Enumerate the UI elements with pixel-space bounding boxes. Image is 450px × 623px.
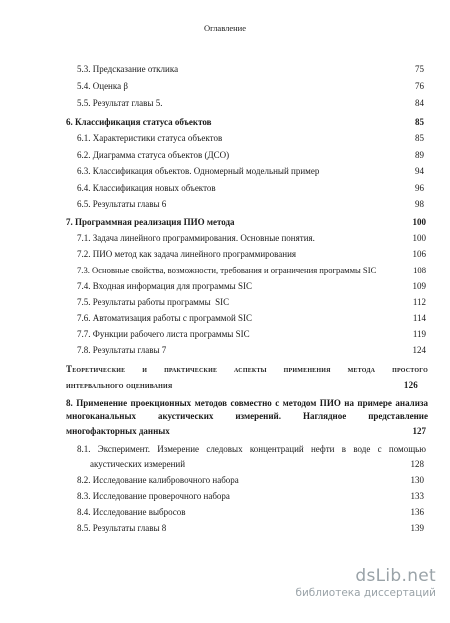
toc-entry-page: 109 [412, 281, 426, 291]
toc-entry-page: 85 [415, 133, 424, 143]
toc-chapter-8-cont: многоканальных акустических измерений. Наглядное представление [66, 411, 428, 421]
toc-entry-title: 7.5. Результаты работы программы SIC [77, 297, 230, 307]
toc-chapter-page: 85 [415, 117, 424, 127]
toc-entry-page: 89 [415, 150, 424, 160]
toc-entry-page: 75 [415, 64, 424, 74]
toc-entry-title: акустических измерений [90, 459, 186, 469]
toc-entry-page: 96 [415, 183, 424, 193]
toc-entry-title: 7.3. Основные свойства, возможности, требования и ограничения программы SIC [77, 265, 377, 275]
toc-entry-page: 106 [412, 249, 426, 259]
toc-entry-page: 98 [415, 199, 424, 209]
toc-entry-title: 6.4. Классификация новых объектов [77, 183, 216, 193]
toc-entry-page: 100 [412, 233, 426, 243]
toc-entry-page: 130 [410, 475, 424, 485]
toc-entry-page: 124 [412, 345, 426, 355]
toc-entry-page: 114 [412, 313, 426, 323]
toc-entry-title: 5.4. Оценка β [77, 81, 128, 91]
toc-entry-page: 133 [410, 491, 424, 501]
toc-entry-title: 7.2. ПИО метод как задача линейного программирования [77, 249, 297, 259]
toc-entry-page: 119 [412, 329, 426, 339]
toc-entry-title: 6.3. Классификация объектов. Одномерный модельный пример [77, 166, 320, 176]
toc-entry[interactable]: 8.1. Эксперимент. Измерение следовых концентраций нефти в воде с помощью [77, 444, 426, 454]
watermark-tagline: библиотека диссертаций [295, 587, 436, 599]
toc-chapter-title: многофакторных данных [66, 426, 170, 436]
toc-chapter-title: 7. Программная реализация ПИО метода [66, 217, 235, 227]
toc-entry-title: 8.5. Результаты главы 8 [77, 523, 167, 533]
toc-part-page: 126 [403, 380, 418, 390]
toc-entry-title: 7.1. Задача линейного программирования. Основные понятия. [77, 233, 315, 243]
toc-entry-page: 136 [410, 507, 424, 517]
toc-entry-page: 108 [413, 265, 426, 275]
page-header: Оглавление [204, 23, 246, 33]
toc-entry-page: 84 [415, 98, 424, 108]
toc-entry-title: 8.3. Исследование проверочного набора [77, 491, 230, 501]
watermark-brand: dsLib.net [355, 566, 436, 586]
toc-entry-page: 139 [410, 523, 424, 533]
watermark [266, 566, 436, 599]
toc-entry-page: 94 [415, 166, 424, 176]
toc-part-title: интервального оценивания [66, 380, 173, 390]
toc-entry-title: 6.1. Характеристики статуса объектов [77, 133, 223, 143]
toc-entry-title: 8.4. Исследование выбросов [77, 507, 186, 517]
toc-entry-title: 5.5. Результат главы 5. [77, 98, 163, 108]
toc-chapter-page: 100 [412, 217, 426, 227]
toc-entry-title: 6.2. Диаграмма статуса объектов (ДСО) [77, 150, 230, 160]
toc-entry-title: 7.4. Входная информация для программы SIC [77, 281, 252, 291]
toc-entry-title: 7.8. Результаты главы 7 [77, 345, 167, 355]
toc-entry-title: 7.7. Функции рабочего листа программы SIC [77, 329, 250, 339]
toc-chapter-page: 127 [412, 426, 426, 436]
toc-entry-title: 8.2. Исследование калибровочного набора [77, 475, 239, 485]
toc-entry-title: 6.5. Результаты главы 6 [77, 199, 167, 209]
toc-part-heading[interactable]: Теоретические и практические аспекты применения метода простого [66, 364, 428, 374]
toc-chapter-title: 6. Классификация статуса объектов [66, 117, 212, 127]
toc-entry-page: 112 [412, 297, 426, 307]
toc-entry-title: 5.3. Предсказание отклика [77, 64, 179, 74]
toc-entry-page: 128 [410, 459, 424, 469]
toc-entry-page: 76 [415, 81, 424, 91]
toc-entry-title: 7.6. Автоматизация работы с программой SIC [77, 313, 253, 323]
toc-chapter-8[interactable]: 8. Применение проекционных методов совместно с методом ПИО на примере анализа [66, 398, 428, 408]
